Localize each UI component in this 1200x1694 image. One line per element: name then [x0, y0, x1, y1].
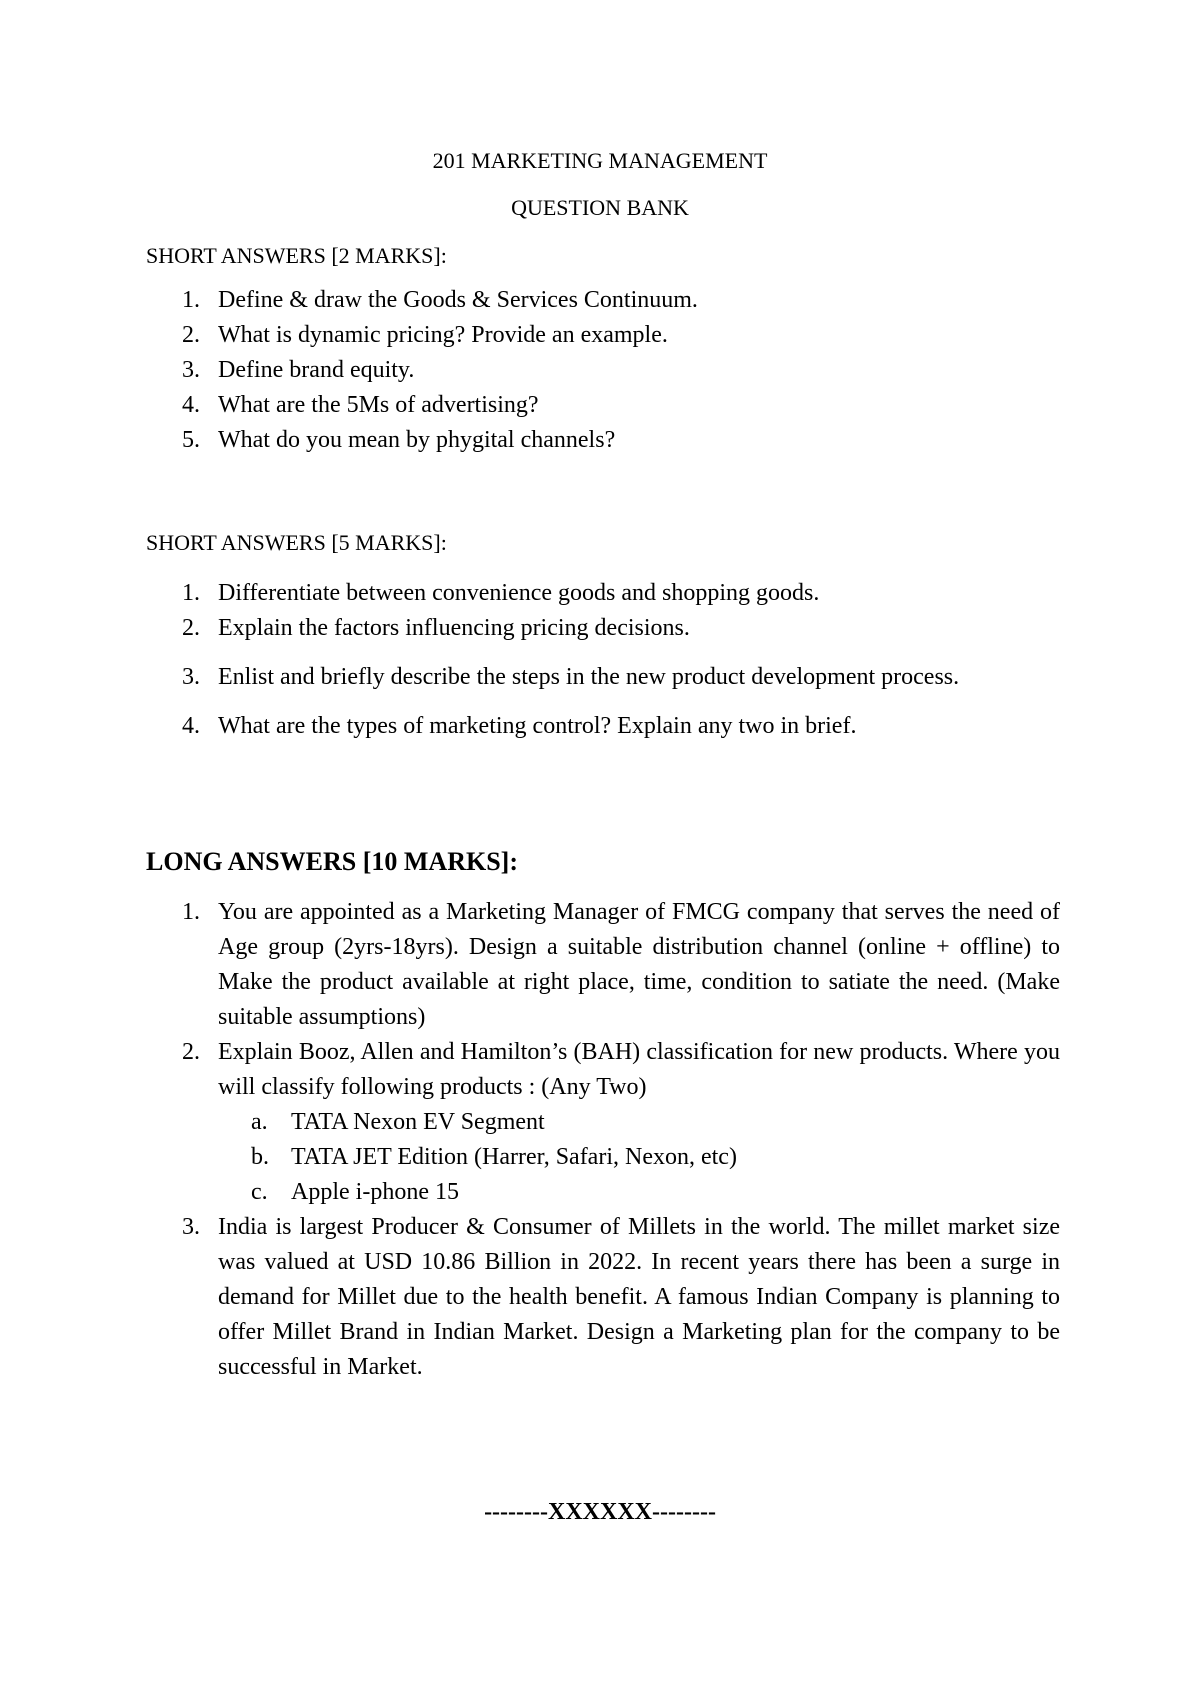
end-of-document-marker: --------XXXXXX--------: [484, 1499, 716, 1525]
list-item: [0, 1035, 1060, 1210]
document-subtitle: QUESTION BANK: [511, 195, 689, 220]
item-text: Explain Booz, Allen and Hamilton’s (BAH) classification for new products. Where you will classify following products : (Any Two): [218, 1039, 1060, 1100]
item-number: 2.: [182, 322, 200, 348]
item-text: India is largest Producer & Consumer of Millets in the world. The millet market size was valued at USD 10.86 Billion in 2022. In recent years there has been a surge in demand for Millet due to the health benefit. A famous Indian Company is planning to offer Millet Brand in Indian Market. Design a Marketing plan for the company to be successful in Market.: [218, 1214, 1060, 1380]
item-number: 2.: [182, 615, 200, 641]
section-heading-short-2-marks: SHORT ANSWERS [2 MARKS]:: [146, 243, 447, 268]
sub-item-letter: a.: [251, 1109, 268, 1135]
item-number: 4.: [182, 713, 200, 739]
document-title: 201 MARKETING MANAGEMENT: [432, 148, 768, 173]
list-item: [0, 423, 1060, 458]
sub-item-text: Apple i-phone 15: [291, 1179, 459, 1205]
sub-item-letter: c.: [251, 1179, 268, 1205]
item-text: Define & draw the Goods & Services Continuum.: [218, 287, 698, 313]
item-number: 3.: [182, 357, 200, 383]
item-number: 1.: [182, 287, 200, 313]
item-number: 4.: [182, 392, 200, 418]
section-heading-short-5-marks: SHORT ANSWERS [5 MARKS]:: [146, 530, 447, 555]
item-number: 5.: [182, 427, 200, 453]
sub-list: [218, 1105, 1060, 1210]
sub-list-item: [218, 1140, 1060, 1175]
list-item: [0, 709, 1060, 744]
item-text: What are the 5Ms of advertising?: [218, 392, 539, 418]
long-10-marks-list: [0, 895, 1200, 1385]
item-text: Define brand equity.: [218, 357, 415, 383]
item-number: 3.: [182, 1214, 200, 1240]
list-item: [0, 576, 1060, 611]
list-item: [0, 318, 1060, 353]
item-text: Differentiate between convenience goods and shopping goods.: [218, 580, 820, 606]
list-item: [0, 895, 1060, 1035]
list-item: [0, 611, 1060, 646]
sub-list-item: [218, 1105, 1060, 1140]
sub-item-text: TATA Nexon EV Segment: [291, 1109, 545, 1135]
item-number: 3.: [182, 664, 200, 690]
list-item: [0, 283, 1060, 318]
item-text: Enlist and briefly describe the steps in the new product development process.: [218, 664, 960, 690]
list-item: [0, 1210, 1060, 1385]
item-number: 2.: [182, 1039, 200, 1065]
short-2-marks-list: [0, 283, 1200, 458]
item-text: Explain the factors influencing pricing decisions.: [218, 615, 690, 641]
item-text: What are the types of marketing control? Explain any two in brief.: [218, 713, 857, 739]
list-item: [0, 388, 1060, 423]
sub-list-item: [218, 1175, 1060, 1210]
item-text: What do you mean by phygital channels?: [218, 427, 616, 453]
item-number: 1.: [182, 899, 200, 925]
short-5-marks-list: [0, 576, 1200, 744]
sub-item-letter: b.: [251, 1144, 269, 1170]
item-text: What is dynamic pricing? Provide an example.: [218, 322, 668, 348]
item-text: You are appointed as a Marketing Manager of FMCG company that serves the need of Age group (2yrs-18yrs). Design a suitable distribution channel (online + offline) to Make the product available at right place, time, condition to satiate the need. (Make suitable assumptions): [218, 899, 1060, 1030]
section-heading-long-10-marks: LONG ANSWERS [10 MARKS]:: [146, 847, 518, 876]
list-item: [0, 660, 1060, 695]
item-number: 1.: [182, 580, 200, 606]
list-item: [0, 353, 1060, 388]
sub-item-text: TATA JET Edition (Harrer, Safari, Nexon, etc): [291, 1144, 737, 1170]
